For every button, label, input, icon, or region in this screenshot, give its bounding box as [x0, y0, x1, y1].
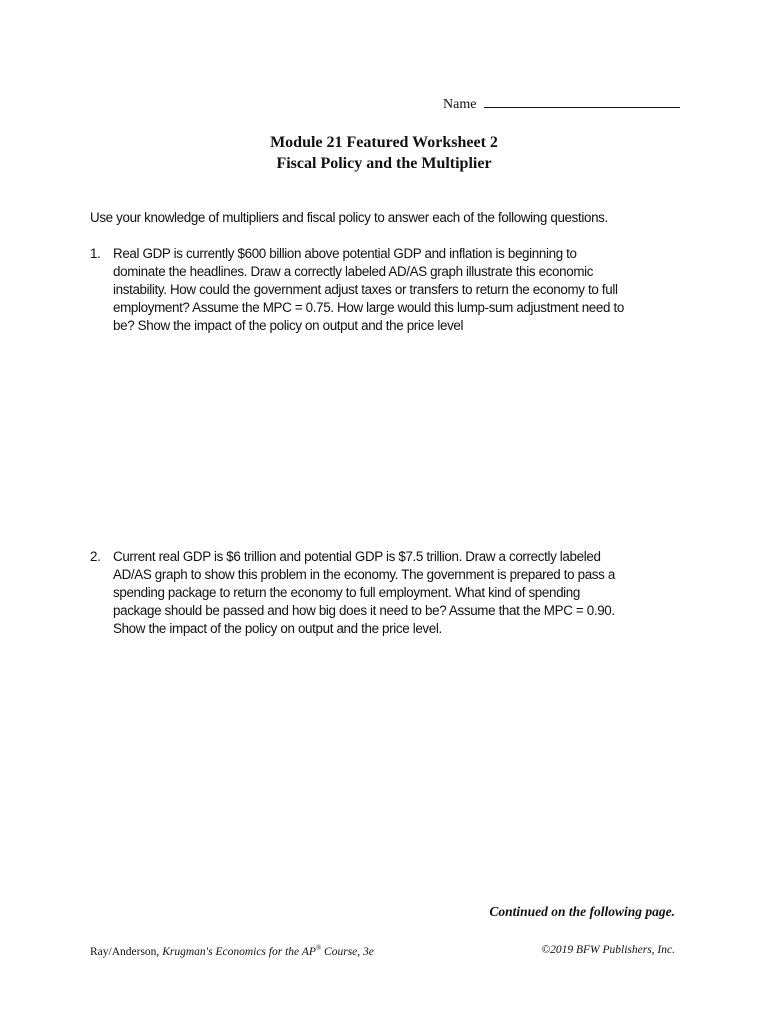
question-text	[113, 245, 693, 335]
question-line: package should be passed and how big does it need to be? Assume that the MPC = 0.90.	[113, 603, 615, 618]
name-label: Name	[443, 97, 477, 112]
instructions: Use your knowledge of multipliers and fiscal policy to answer each of the following questions.	[90, 210, 608, 225]
question-line: be? Show the impact of the policy on output and the price level	[113, 318, 464, 333]
question-number: 1.	[90, 246, 101, 261]
worksheet-subtitle: Fiscal Policy and the Multiplier	[276, 155, 492, 172]
question-text	[113, 548, 693, 638]
question-line: Show the impact of the policy on output and the price level.	[113, 621, 442, 636]
question-line: AD/AS graph to show this problem in the economy. The government is prepared to pass a	[113, 567, 615, 582]
question-line: Real GDP is currently $600 billion above potential GDP and inflation is beginning to	[113, 246, 577, 261]
question-line: dominate the headlines. Draw a correctly labeled AD/AS graph illustrate this economic	[113, 264, 594, 279]
question-line: spending package to return the economy to full employment. What kind of spending	[113, 585, 581, 600]
question-number: 2.	[90, 549, 101, 564]
name-blank-line	[484, 94, 680, 108]
footer-citation	[90, 944, 374, 958]
footer-book-title: Krugman's Economics for the AP	[162, 945, 316, 958]
footer-copyright: ©2019 BFW Publishers, Inc.	[541, 944, 675, 956]
question-line: employment? Assume the MPC = 0.75. How large would this lump-sum adjustment need to	[113, 300, 624, 315]
name-field	[443, 94, 680, 113]
registered-mark: ®	[315, 944, 322, 952]
continued-note: Continued on the following page.	[489, 904, 675, 919]
footer-book-edition: Course, 3e	[324, 945, 374, 958]
worksheet-title: Module 21 Featured Worksheet 2	[270, 134, 498, 151]
footer-authors: Ray/Anderson,	[90, 945, 160, 958]
question-line: Current real GDP is $6 trillion and potential GDP is $7.5 trillion. Draw a correctly labeled	[113, 549, 601, 564]
question-line: instability. How could the government adjust taxes or transfers to return the economy to full	[113, 282, 618, 297]
